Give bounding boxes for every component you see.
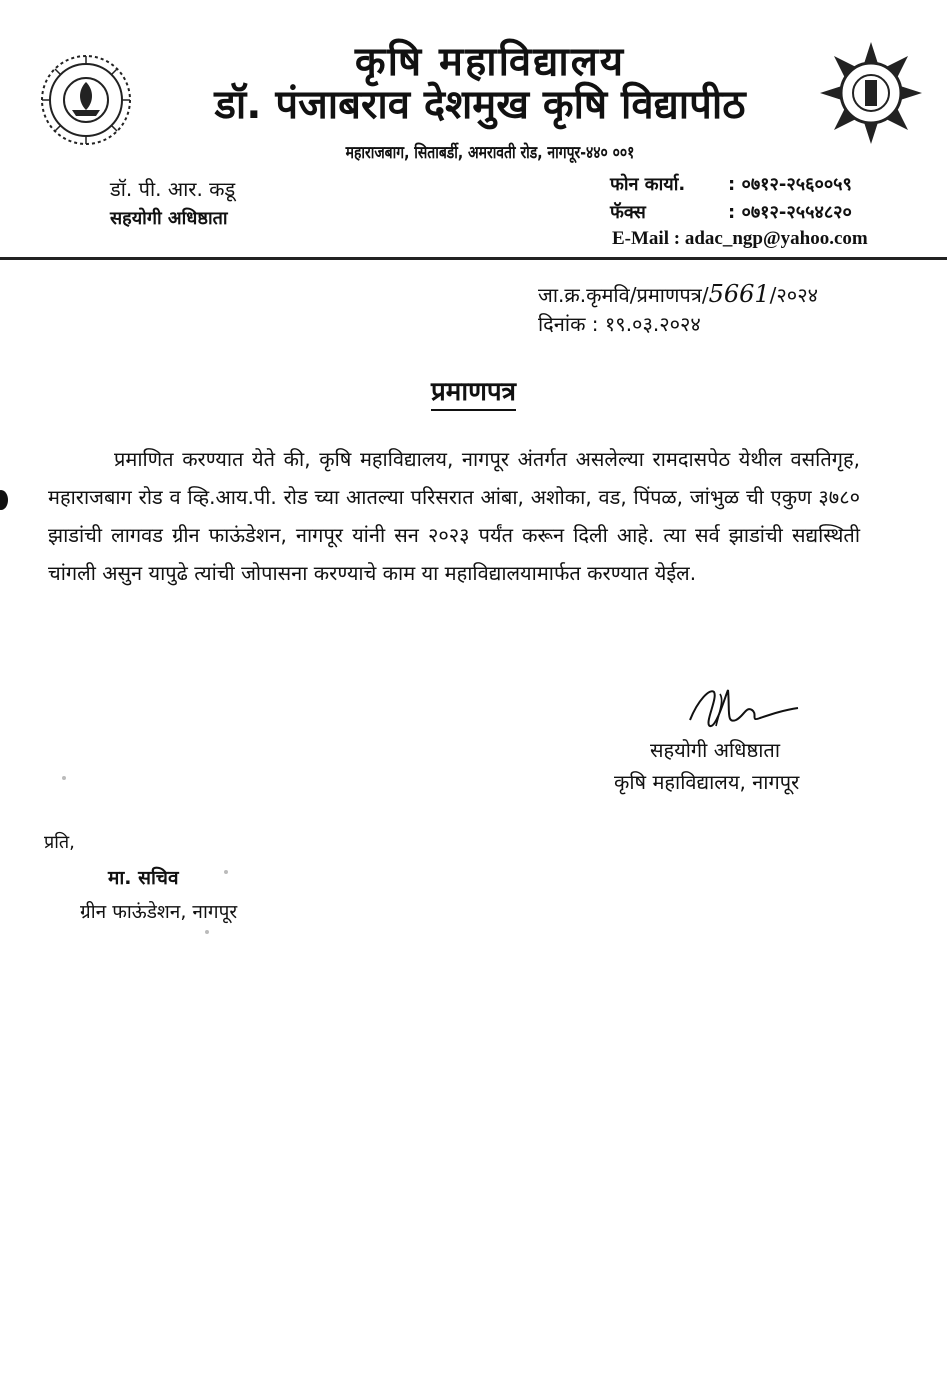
phone-line [610,172,852,196]
signatory-institution: कृषि महाविद्यालय, नागपूर [614,770,800,794]
body-paragraph: प्रमाणित करण्यात येते की, कृषि महाविद्यालय, नागपूर अंतर्गत असलेल्या रामदासपेठ येथील वसतिगृह, महाराजबाग रोड व व्हि.आय.पी. रोड च्या आतल्या परिसरात आंबा, अशोका, वड, पिंपळ, जांभुळ ची एकुण ३७८० झाडांची लागवड ग्रीन फाऊंडेशन, नागपूर यांनी सन २०२३ पर्यंत करून दिली आहे. त्या सर्व झाडांची सद्यस्थिती चांगली असुन यापुढे त्यांची जोपासना करण्याचे काम या महाविद्यालयामार्फत करण्यात येईल. [48,447,860,585]
fax-value: : ०७१२-२५५४८२० [728,202,852,223]
recipient-name: मा. सचिव [108,867,179,889]
address: महाराजबाग, सिताबर्डी, अमरावती रोड, नागपूर-४४० ००१ [345,143,635,163]
reference-suffix: /२०२४ [769,283,818,307]
reference-handwritten-number: 5661 [708,280,770,308]
officer-designation: सहयोगी अधिष्ठाता [110,208,228,229]
punch-hole-mark [0,490,8,510]
speck [205,930,209,934]
fax-label: फॅक्स [610,202,646,223]
signatory-title: सहयोगी अधिष्ठाता [650,738,781,762]
phone-label: फोन कार्या. [610,174,686,195]
fax-line [610,200,852,224]
reference-number [538,280,818,308]
university-name: डॉ. पंजाबराव देशमुख कृषि विद्यापीठ [214,82,746,128]
speck [62,776,66,780]
document-heading [0,372,947,408]
college-emblem-icon [38,52,134,148]
email: E-Mail : adac_ngp@yahoo.com [612,228,868,249]
letter-date: दिनांक : १९.०३.२०२४ [538,312,701,336]
recipient-prefix: प्रति, [44,832,75,853]
officer-name: डॉ. पी. आर. कडू [110,177,236,201]
document-heading-text: प्रमाणपत्र [431,377,516,411]
document-body [48,440,860,592]
header-divider [0,257,947,260]
signature-icon [680,680,810,740]
university-seal-icon [818,40,924,146]
speck [224,870,228,874]
reference-prefix: जा.क्र.कृमवि/प्रमाणपत्र/ [538,283,709,307]
recipient-organization: ग्रीन फाऊंडेशन, नागपूर [80,901,238,923]
college-name: कृषि महाविद्यालय [354,39,626,85]
phone-value: : ०७१२-२५६००५९ [728,174,852,195]
